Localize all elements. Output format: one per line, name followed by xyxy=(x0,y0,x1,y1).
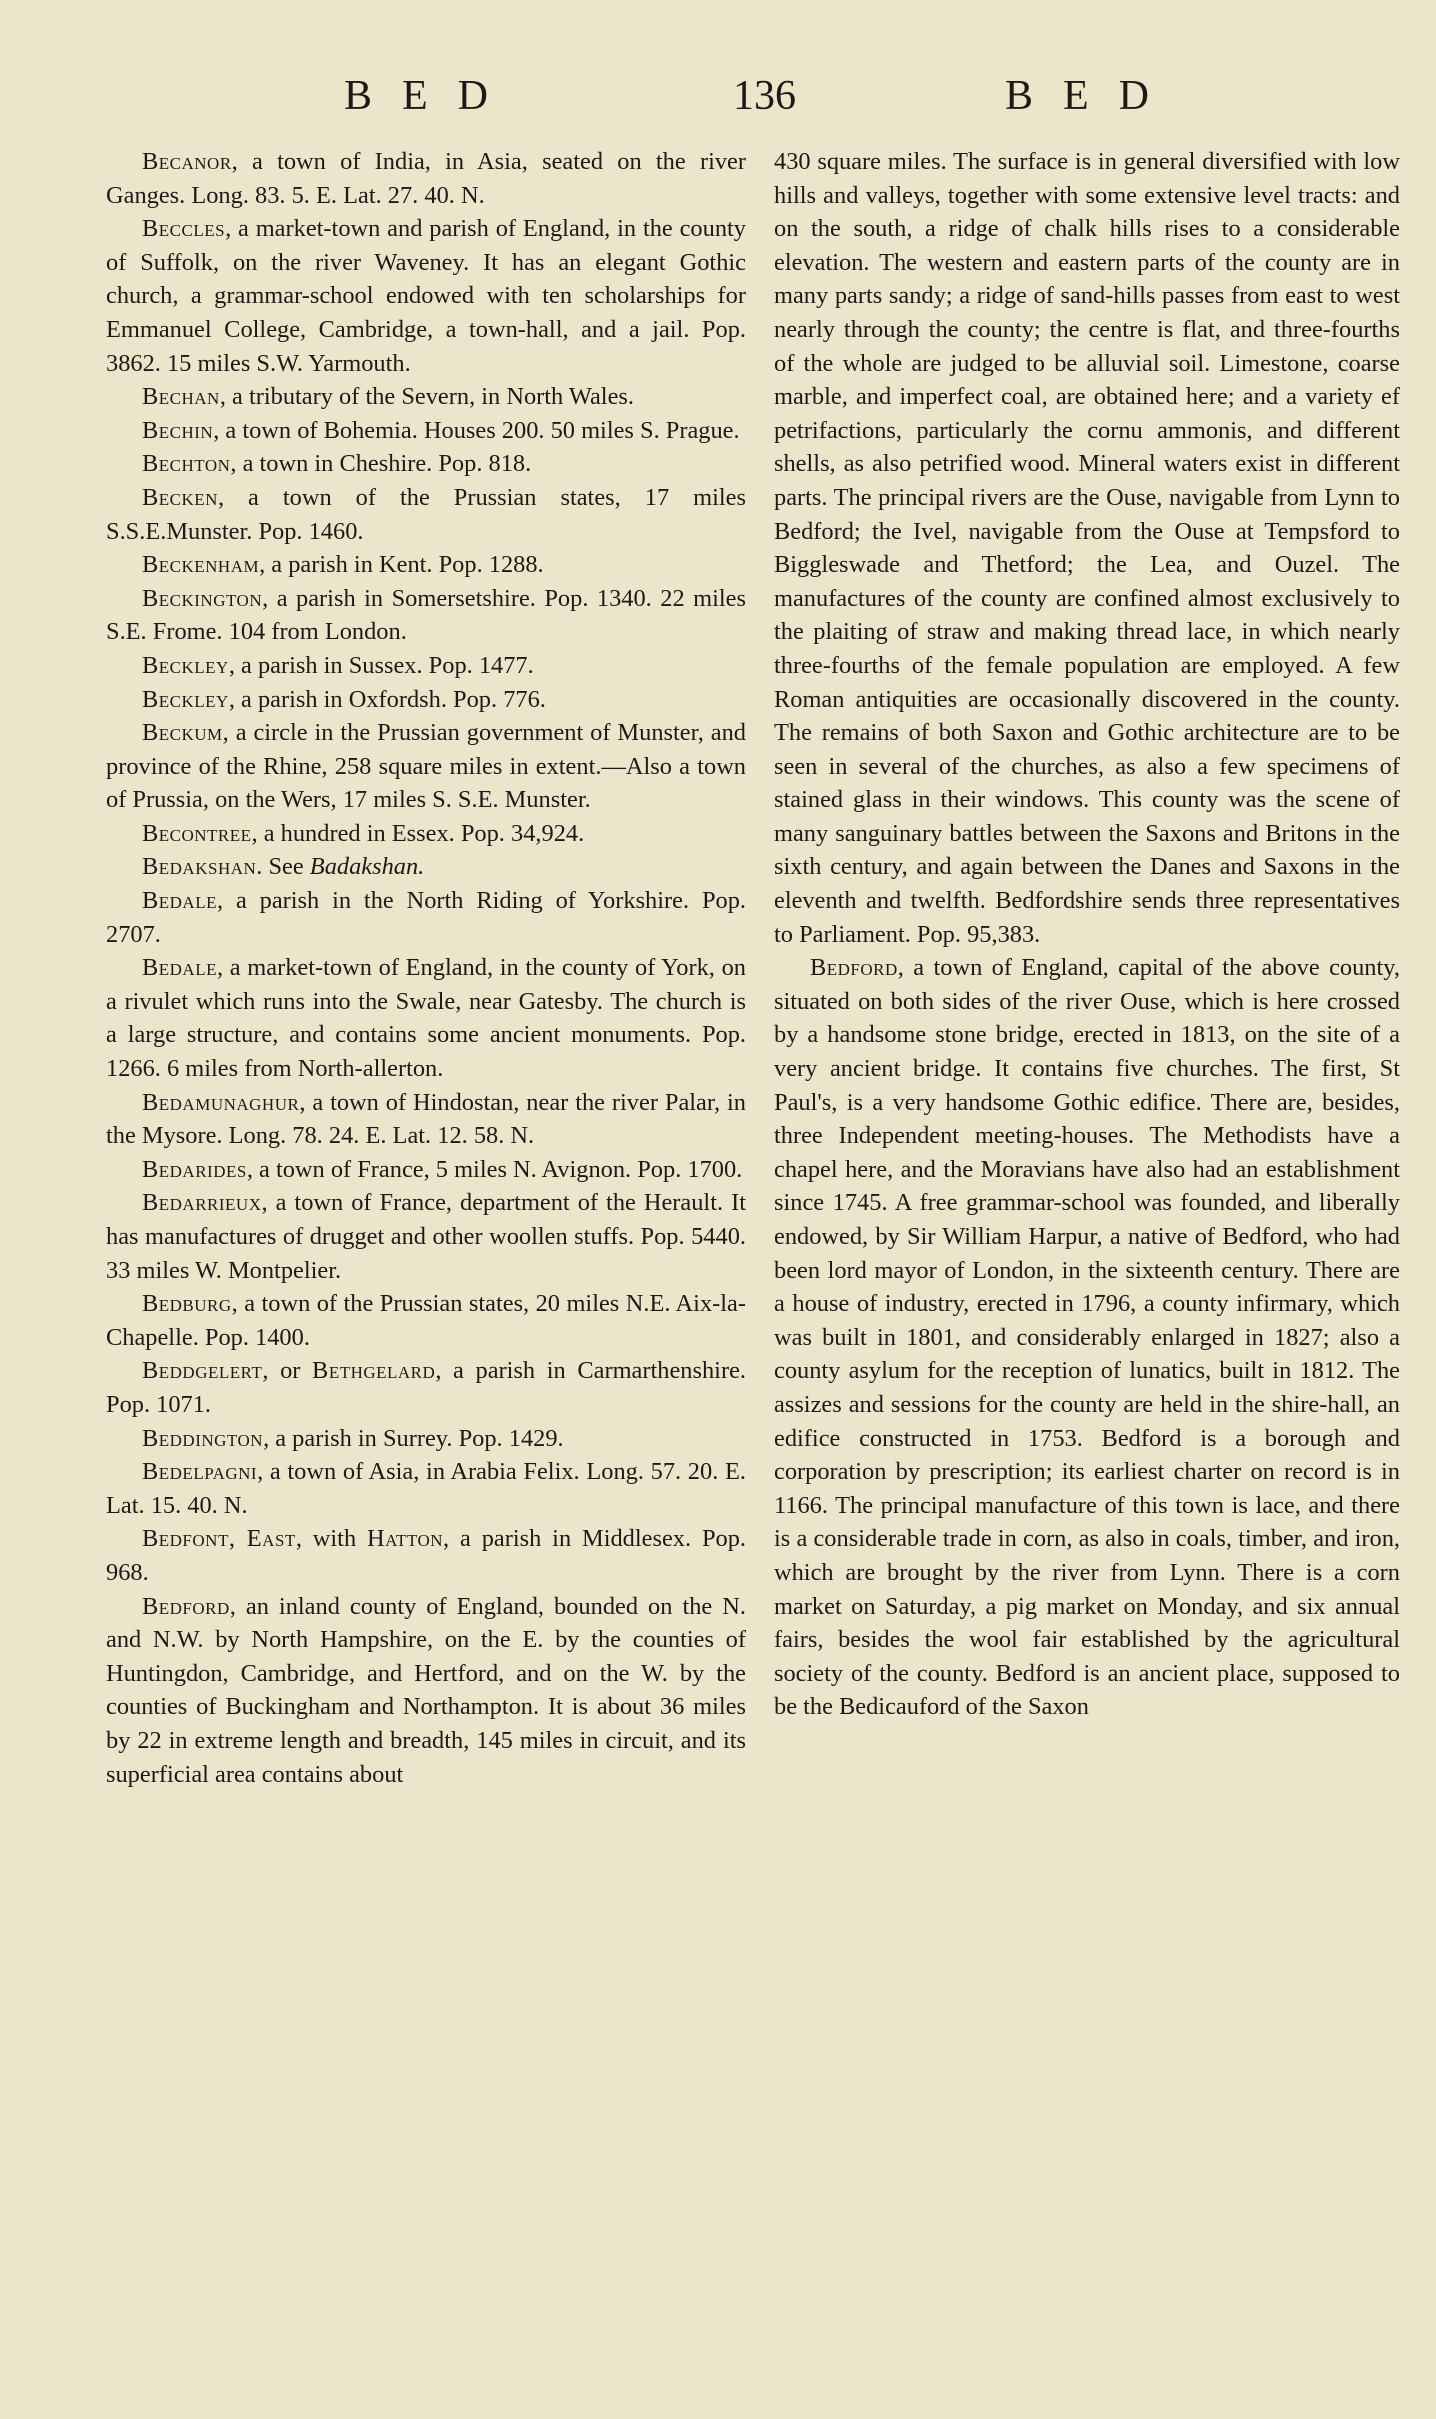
running-header xyxy=(0,72,1436,132)
entry-text: , a parish in Middlesex. Pop. 968. xyxy=(106,1525,746,1586)
header-right-word: BED xyxy=(1005,73,1179,119)
entry-text: , or xyxy=(262,1357,313,1385)
entry-text: . See xyxy=(256,853,310,881)
entry-headword: Bechan xyxy=(142,383,220,411)
gazetteer-entry xyxy=(106,1287,746,1354)
gazetteer-entry xyxy=(106,1086,746,1153)
entry-headword: Bedelpagni xyxy=(142,1458,258,1486)
gazetteer-entry xyxy=(106,683,746,717)
entry-headword: Beddgelert xyxy=(142,1357,263,1385)
left-column xyxy=(106,145,746,1791)
gazetteer-entry xyxy=(106,951,746,1085)
entry-text: , a town of Bohemia. Houses 200. 50 miles S. Prague. xyxy=(213,416,740,444)
gazetteer-entry xyxy=(106,1455,746,1522)
entry-text: , a town of England, capital of the above county, situated on both sides of the river Ouse, which is here crossed by a handsome stone bridge, erected in 1813, on the site of a very ancient bridge. It contains five churches. The first, St Paul's, is a very handsome Gothic edifice. There are, besides, three Independent meeting-houses. The Methodists have a chapel here, and the Moravians have also had an establishment since 1745. A free grammar-school was founded, and liberally endowed, by Sir William Harpur, a native of Bedford, who had been lord mayor of London, in the sixteenth century. There are a house of industry, erected in 1796, a county infirmary, which was built in 1801, and considerably enlarged in 1827; also a county asylum for the reception of lunatics, built in 1812. The assizes and sessions for the county are held in the shire-hall, an edifice constructed in 1753. Bedford is a borough and corporation by prescription; its earliest charter on record is in 1166. The principal manufacture of this town is lace, and there is a considerable trade in corn, as also in coals, timber, and iron, which are brought by the river from Lynn. There is a corn market on Saturday, a pig market on Monday, and six annual fairs, besides the wool fair established by the agricultural society of the county. Bedford is an ancient place, supposed to be the Bedicauford of the Saxon xyxy=(774,954,1400,1721)
entry-text: , a parish in Oxfordsh. Pop. 776. xyxy=(228,685,546,713)
header-left-word: BED xyxy=(344,73,518,119)
page-number: 136 xyxy=(733,73,796,119)
entry-headword: Becontree xyxy=(142,819,252,847)
entry-headword: Bedarrieux xyxy=(142,1189,262,1217)
entry-text: , a hundred in Essex. Pop. 34,924. xyxy=(251,819,585,847)
entry-text: 430 square miles. The surface is in general diversified with low hills and valleys, together with some extensive level tracts: and on the south, a ridge of chalk hills rises to a considerable elevation. The western and eastern parts of the county are in many parts sandy; a ridge of sand-hills passes from east to west nearly through the county; the centre is flat, and three-fourths of the whole are judged to be alluvial soil. Limestone, coarse marble, and imperfect coal, are obtained here; and a variety ef petrifactions, particularly the cornu ammonis, and different shells, as also petrified wood. Mineral waters exist in different parts. The principal rivers are the Ouse, navigable from Lynn to Bedford; the Ivel, navigable from the Ouse at Tempsford to Biggleswade and Thetford; the Lea, and Ouzel. The manufactures of the county are confined almost exclusively to the plaiting of straw and making thread lace, in which nearly three-fourths of the female population are employed. A few Roman antiquities are occasionally discovered in the county. The remains of both Saxon and Gothic architecture are to be seen in several of the churches, as also a few specimens of stained glass in their windows. This county was the scene of many sanguinary battles between the Saxons and Britons in the sixth century, and again between the Danes and Saxons in the eleventh and twelfth. Bedfordshire sends three representatives to Parliament. Pop. 95,383. xyxy=(774,148,1400,948)
gazetteer-entry xyxy=(106,649,746,683)
entry-text: , a parish in Carmarthenshire. Pop. 1071. xyxy=(106,1357,746,1418)
entry-text: , a parish in Kent. Pop. 1288. xyxy=(259,551,544,579)
gazetteer-entry xyxy=(106,817,746,851)
gazetteer-entry xyxy=(774,145,1400,951)
entry-text: , a market-town and parish of England, in the county of Suffolk, on the river Waveney. It has an elegant Gothic church, a grammar-school endowed with ten scholarships for Emmanuel College, Cambridge, a town-hall, and a jail. Pop. 3862. 15 miles S.W. Yarmouth. xyxy=(106,215,746,377)
entry-text: , a parish in Surrey. Pop. 1429. xyxy=(263,1424,564,1452)
gazetteer-entry xyxy=(106,582,746,649)
entry-headword: Becken xyxy=(142,483,218,511)
gazetteer-entry xyxy=(106,447,746,481)
entry-text: , a town of Asia, in Arabia Felix. Long. 57. 20. E. Lat. 15. 40. N. xyxy=(106,1458,746,1519)
gazetteer-entry xyxy=(106,884,746,951)
entry-headword: Beckley xyxy=(142,685,229,713)
entry-text: , a town of the Prussian states, 17 miles S.S.E.Munster. Pop. 1460. xyxy=(106,483,746,545)
entry-headword: Beckenham xyxy=(142,551,260,579)
gazetteer-entry xyxy=(106,716,746,817)
gazetteer-entry xyxy=(106,1186,746,1287)
entry-headword: Bedfont, East xyxy=(142,1525,296,1553)
entry-headword: Beckington xyxy=(142,584,263,612)
gazetteer-entry xyxy=(106,481,746,548)
entry-headword: Hatton xyxy=(367,1525,444,1553)
entry-text: , with xyxy=(295,1525,368,1553)
entry-headword: Beccles xyxy=(142,215,226,243)
entry-text: , a circle in the Prussian government of Munster, and province of the Rhine, 258 square miles in extent.—Also a town of Prussia, on the Wers, 17 miles S. S.E. Munster. xyxy=(106,719,746,814)
gazetteer-entry xyxy=(106,1522,746,1589)
column-divider xyxy=(757,140,758,2320)
entry-text: , a town of India, in Asia, seated on the river Ganges. Long. 83. 5. E. Lat. 27. 40. N. xyxy=(106,148,746,209)
entry-see-reference: Badakshan. xyxy=(309,853,425,881)
entry-text: , a parish in the North Riding of Yorkshire. Pop. 2707. xyxy=(106,887,746,948)
gazetteer-entry xyxy=(106,380,746,414)
entry-text: , a tributary of the Severn, in North Wales. xyxy=(219,383,634,411)
gazetteer-entry xyxy=(106,850,746,884)
entry-headword: Bedakshan xyxy=(142,853,257,881)
entry-text: , a market-town of England, in the county of York, on a rivulet which runs into the Swale, near Gatesby. The church is a large structure, and contains some ancient monuments. Pop. 1266. 6 miles from North-allerton. xyxy=(106,954,746,1083)
entry-text: , a parish in Somersetshire. Pop. 1340. 22 miles S.E. Frome. 104 from London. xyxy=(106,584,746,646)
entry-text: , a parish in Sussex. Pop. 1477. xyxy=(228,651,534,679)
entry-headword: Bedarides xyxy=(142,1155,247,1183)
entry-text: , a town in Cheshire. Pop. 818. xyxy=(230,450,532,478)
entry-headword: Bedale xyxy=(142,887,217,915)
gazetteer-entry xyxy=(106,145,746,212)
right-column xyxy=(774,145,1400,1724)
entry-headword: Bedburg xyxy=(142,1290,232,1318)
gazetteer-entry xyxy=(106,1590,746,1792)
entry-headword: Bedford xyxy=(810,954,898,982)
entry-headword: Bedford xyxy=(142,1592,230,1620)
entry-headword: Beckum xyxy=(142,719,223,747)
entry-headword: Bechton xyxy=(142,450,231,478)
entry-text: , a town of Hindostan, near the river Palar, in the Mysore. Long. 78. 24. E. Lat. 12. 58. N. xyxy=(106,1088,746,1150)
entry-headword: Becanor xyxy=(142,148,232,175)
entry-headword: Beddington xyxy=(142,1424,264,1452)
entry-headword: Bethgelard xyxy=(312,1357,436,1385)
gazetteer-entry xyxy=(106,548,746,582)
gazetteer-entry xyxy=(106,1354,746,1421)
gazetteer-entry xyxy=(106,414,746,448)
entry-headword: Bechin xyxy=(142,416,214,444)
entry-headword: Bedale xyxy=(142,954,217,982)
gazetteer-entry xyxy=(106,1153,746,1187)
entry-headword: Beckley xyxy=(142,651,229,679)
entry-text: , a town of France, department of the Herault. It has manufactures of drugget and other woollen stuffs. Pop. 5440. 33 miles W. Montpelier. xyxy=(106,1189,746,1284)
entry-headword: Bedamunaghur xyxy=(142,1088,300,1116)
gazetteer-entry xyxy=(774,951,1400,1724)
entry-text: , a town of France, 5 miles N. Avignon. Pop. 1700. xyxy=(246,1155,743,1183)
entry-text: , a town of the Prussian states, 20 miles N.E. Aix-la-Chapelle. Pop. 1400. xyxy=(106,1290,746,1351)
entry-text: , an inland county of England, bounded on the N. and N.W. by North Hampshire, on the E. by the counties of Huntingdon, Cambridge, and Hertford, and on the W. by the counties of Buckingham and Northampton. It is about 36 miles by 22 in extreme length and breadth, 145 miles in circuit, and its superficial area contains about xyxy=(106,1592,746,1788)
gazetteer-entry xyxy=(106,212,746,380)
gazetteer-entry xyxy=(106,1422,746,1456)
